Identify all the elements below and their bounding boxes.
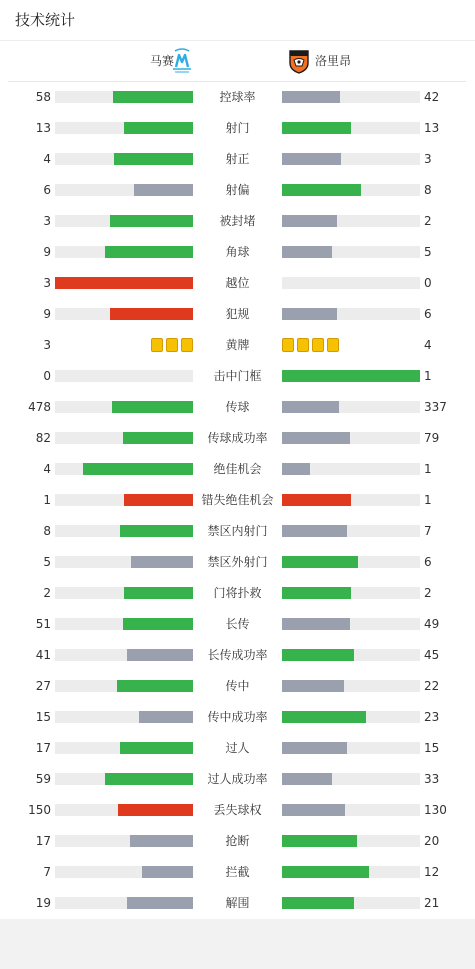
away-value: 79 xyxy=(424,431,440,445)
away-bar-track xyxy=(282,680,420,692)
home-bar-track xyxy=(55,277,193,289)
stat-row xyxy=(0,454,475,485)
yellow-card-icon xyxy=(166,338,178,352)
away-yellow-cards xyxy=(282,338,339,352)
stat-row xyxy=(0,888,475,919)
away-value: 8 xyxy=(424,183,432,197)
home-bar-fill xyxy=(124,587,193,599)
away-value: 1 xyxy=(424,462,432,476)
away-bar-track xyxy=(282,246,420,258)
away-bar-fill xyxy=(282,742,347,754)
away-bar-fill xyxy=(282,432,350,444)
stat-label: 禁区内射门 xyxy=(207,524,268,538)
away-bar-track xyxy=(282,897,420,909)
away-bar-fill xyxy=(282,525,347,537)
home-bar-fill xyxy=(124,494,193,506)
stat-label: 黄牌 xyxy=(225,338,250,352)
home-bar-track xyxy=(55,649,193,661)
home-bar-track xyxy=(55,91,193,103)
home-value: 19 xyxy=(35,896,51,910)
stat-row xyxy=(0,857,475,888)
away-bar-fill xyxy=(282,866,369,878)
away-bar-fill xyxy=(282,618,350,630)
home-bar-track xyxy=(55,773,193,785)
away-bar-track xyxy=(282,215,420,227)
away-value: 3 xyxy=(424,152,432,166)
yellow-card-icon xyxy=(151,338,163,352)
stat-row xyxy=(0,516,475,547)
away-bar-track xyxy=(282,401,420,413)
home-value: 9 xyxy=(43,245,51,259)
away-value: 49 xyxy=(424,617,440,631)
home-value: 3 xyxy=(43,276,51,290)
home-bar-fill xyxy=(114,153,193,165)
away-bar-fill xyxy=(282,587,351,599)
stat-label: 控球率 xyxy=(219,90,256,104)
away-bar-track xyxy=(282,866,420,878)
away-bar-track xyxy=(282,773,420,785)
away-bar-fill xyxy=(282,153,341,165)
yellow-card-icon xyxy=(181,338,193,352)
away-value: 22 xyxy=(424,679,440,693)
home-bar-fill xyxy=(105,246,193,258)
home-value: 15 xyxy=(35,710,51,724)
away-value: 23 xyxy=(424,710,440,724)
away-bar-track xyxy=(282,587,420,599)
home-value: 8 xyxy=(43,524,51,538)
away-bar-fill xyxy=(282,215,337,227)
stat-label: 越位 xyxy=(225,276,250,290)
home-bar-fill xyxy=(123,618,193,630)
stat-row xyxy=(0,764,475,795)
home-bar-fill xyxy=(113,91,193,103)
home-bar-fill xyxy=(142,866,193,878)
stat-row xyxy=(0,206,475,237)
away-value: 33 xyxy=(424,772,440,786)
stat-label: 传中成功率 xyxy=(207,710,268,724)
home-bar-track xyxy=(55,618,193,630)
home-bar-track xyxy=(55,494,193,506)
lorient-crest-icon xyxy=(288,48,310,74)
stat-row xyxy=(0,795,475,826)
home-bar-fill xyxy=(127,897,193,909)
home-value: 59 xyxy=(35,772,51,786)
away-value: 13 xyxy=(424,121,440,135)
home-bar-fill xyxy=(139,711,193,723)
stat-row xyxy=(0,268,475,299)
away-bar-fill xyxy=(282,773,332,785)
stat-row xyxy=(0,299,475,330)
home-bar-track xyxy=(55,215,193,227)
home-value: 2 xyxy=(43,586,51,600)
home-value: 17 xyxy=(35,834,51,848)
home-bar-track xyxy=(55,742,193,754)
away-bar-fill xyxy=(282,370,420,382)
stat-label: 射偏 xyxy=(225,183,250,197)
yellow-card-icon xyxy=(297,338,309,352)
home-bar-track xyxy=(55,463,193,475)
away-bar-fill xyxy=(282,401,339,413)
away-bar-fill xyxy=(282,308,337,320)
away-bar-track xyxy=(282,122,420,134)
away-value: 0 xyxy=(424,276,432,290)
away-bar-track xyxy=(282,184,420,196)
stat-label: 绝佳机会 xyxy=(213,462,262,476)
away-bar-fill xyxy=(282,711,366,723)
home-bar-track xyxy=(55,401,193,413)
away-bar-track xyxy=(282,556,420,568)
home-bar-track xyxy=(55,556,193,568)
away-bar-track xyxy=(282,370,420,382)
away-value: 2 xyxy=(424,586,432,600)
home-value: 51 xyxy=(35,617,51,631)
stat-row xyxy=(0,671,475,702)
stat-label: 解围 xyxy=(225,896,250,910)
home-value: 6 xyxy=(43,183,51,197)
home-bar-track xyxy=(55,835,193,847)
away-bar-track xyxy=(282,153,420,165)
home-value: 58 xyxy=(35,90,51,104)
stat-label: 拦截 xyxy=(225,865,250,879)
yellow-card-icon xyxy=(327,338,339,352)
stat-label: 被封堵 xyxy=(219,214,256,228)
home-bar-track xyxy=(55,308,193,320)
home-bar-track xyxy=(55,246,193,258)
home-yellow-cards xyxy=(151,338,193,352)
away-bar-track xyxy=(282,742,420,754)
away-bar-fill xyxy=(282,463,310,475)
stat-label: 射门 xyxy=(225,121,250,135)
stat-label: 传球 xyxy=(225,400,250,414)
home-bar-track xyxy=(55,184,193,196)
stat-label: 射正 xyxy=(225,152,250,166)
stat-label: 击中门框 xyxy=(213,369,262,383)
home-bar-track xyxy=(55,525,193,537)
stat-label: 长传成功率 xyxy=(207,648,268,662)
home-value: 13 xyxy=(35,121,51,135)
away-value: 6 xyxy=(424,307,432,321)
stat-row xyxy=(0,392,475,423)
home-bar-fill xyxy=(110,308,193,320)
away-bar-track xyxy=(282,804,420,816)
home-value: 3 xyxy=(43,338,51,352)
stat-row xyxy=(0,609,475,640)
stat-row xyxy=(0,361,475,392)
home-value: 1 xyxy=(43,493,51,507)
away-bar-fill xyxy=(282,649,354,661)
home-bar-track xyxy=(55,680,193,692)
home-value: 4 xyxy=(43,152,51,166)
away-value: 45 xyxy=(424,648,440,662)
away-value: 337 xyxy=(424,400,447,414)
home-bar-track xyxy=(55,804,193,816)
page-title: 技术统计 xyxy=(15,11,76,29)
stat-label: 错失绝佳机会 xyxy=(201,493,274,507)
away-bar-fill xyxy=(282,122,351,134)
home-bar-track xyxy=(55,587,193,599)
away-value: 1 xyxy=(424,493,432,507)
home-bar-track xyxy=(55,122,193,134)
home-value: 478 xyxy=(28,400,51,414)
away-value: 1 xyxy=(424,369,432,383)
away-bar-fill xyxy=(282,494,351,506)
home-bar-fill xyxy=(120,742,193,754)
home-bar-fill xyxy=(127,649,193,661)
home-value: 5 xyxy=(43,555,51,569)
away-bar-fill xyxy=(282,897,354,909)
home-bar-fill xyxy=(110,215,193,227)
away-bar-fill xyxy=(282,91,340,103)
home-bar-fill xyxy=(117,680,193,692)
away-bar-track xyxy=(282,649,420,661)
away-bar-track xyxy=(282,618,420,630)
stat-row xyxy=(0,547,475,578)
home-bar-fill xyxy=(134,184,193,196)
home-bar-track xyxy=(55,432,193,444)
home-bar-track xyxy=(55,370,193,382)
home-bar-fill xyxy=(120,525,193,537)
home-bar-fill xyxy=(112,401,193,413)
stat-label: 传中 xyxy=(225,679,250,693)
home-value: 17 xyxy=(35,741,51,755)
away-value: 4 xyxy=(424,338,432,352)
stat-row xyxy=(0,82,475,113)
away-bar-fill xyxy=(282,680,344,692)
away-bar-track xyxy=(282,525,420,537)
stat-label: 丢失球权 xyxy=(213,803,262,817)
stat-row xyxy=(0,702,475,733)
stat-row xyxy=(0,826,475,857)
home-value: 150 xyxy=(28,803,51,817)
home-value: 27 xyxy=(35,679,51,693)
stat-label: 过人 xyxy=(225,741,250,755)
home-bar-fill xyxy=(83,463,193,475)
home-value: 9 xyxy=(43,307,51,321)
home-value: 7 xyxy=(43,865,51,879)
away-value: 20 xyxy=(424,834,440,848)
away-value: 5 xyxy=(424,245,432,259)
away-bar-fill xyxy=(282,804,345,816)
home-bar-fill xyxy=(55,277,193,289)
away-value: 7 xyxy=(424,524,432,538)
home-bar-track xyxy=(55,866,193,878)
home-bar-fill xyxy=(124,122,193,134)
stat-label: 过人成功率 xyxy=(207,772,268,786)
home-bar-fill xyxy=(105,773,193,785)
away-value: 42 xyxy=(424,90,440,104)
stat-row xyxy=(0,113,475,144)
away-bar-track xyxy=(282,463,420,475)
away-bar-track xyxy=(282,711,420,723)
away-bar-fill xyxy=(282,835,357,847)
stat-row xyxy=(0,330,475,361)
stat-row xyxy=(0,485,475,516)
home-bar-fill xyxy=(123,432,193,444)
teams-header xyxy=(8,41,466,82)
stat-label: 门将扑救 xyxy=(213,586,262,600)
away-value: 6 xyxy=(424,555,432,569)
home-value: 82 xyxy=(35,431,51,445)
home-bar-track xyxy=(55,711,193,723)
stat-label: 传球成功率 xyxy=(207,431,268,445)
home-value: 4 xyxy=(43,462,51,476)
stat-label: 犯规 xyxy=(225,307,250,321)
home-value: 0 xyxy=(43,369,51,383)
stats-list xyxy=(0,82,475,919)
home-bar-fill xyxy=(131,556,193,568)
yellow-card-icon xyxy=(312,338,324,352)
away-bar-fill xyxy=(282,556,358,568)
away-value: 130 xyxy=(424,803,447,817)
away-bar-track xyxy=(282,494,420,506)
stat-row xyxy=(0,237,475,268)
away-value: 15 xyxy=(424,741,440,755)
stat-label: 抢断 xyxy=(225,834,250,848)
away-value: 2 xyxy=(424,214,432,228)
stat-row xyxy=(0,733,475,764)
stat-row xyxy=(0,144,475,175)
away-team-name: 洛里昂 xyxy=(315,54,352,68)
away-value: 12 xyxy=(424,865,440,879)
stat-row xyxy=(0,175,475,206)
stat-label: 长传 xyxy=(225,617,250,631)
stat-label: 禁区外射门 xyxy=(207,555,268,569)
stat-row xyxy=(0,578,475,609)
stat-label: 角球 xyxy=(225,245,250,259)
home-bar-fill xyxy=(130,835,193,847)
home-bar-fill xyxy=(118,804,193,816)
away-bar-track xyxy=(282,432,420,444)
home-bar-track xyxy=(55,897,193,909)
home-team-name: 马赛 xyxy=(149,54,174,68)
away-bar-track xyxy=(282,835,420,847)
home-bar-track xyxy=(55,153,193,165)
away-value: 21 xyxy=(424,896,440,910)
away-bar-track xyxy=(282,91,420,103)
stat-row xyxy=(0,640,475,671)
marseille-crest-icon xyxy=(171,48,193,74)
stat-row xyxy=(0,423,475,454)
home-value: 41 xyxy=(35,648,51,662)
home-value: 3 xyxy=(43,214,51,228)
yellow-card-icon xyxy=(282,338,294,352)
away-bar-track xyxy=(282,277,420,289)
away-bar-track xyxy=(282,308,420,320)
away-bar-fill xyxy=(282,184,361,196)
away-bar-fill xyxy=(282,246,332,258)
